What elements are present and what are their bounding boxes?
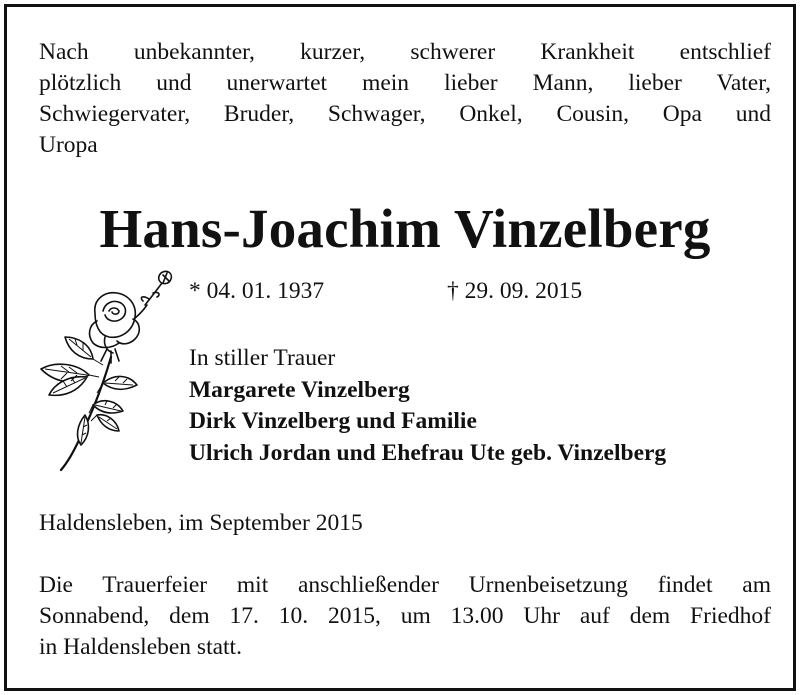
intro-line: Uropa	[39, 132, 98, 158]
mourner-name: Ulrich Jordan und Ehefrau Ute geb. Vinzelberg	[189, 439, 667, 466]
deceased-name: Hans-Joachim Vinzelberg	[99, 198, 711, 259]
death-date: † 29. 09. 2015	[447, 278, 583, 304]
mourners-block	[189, 343, 779, 469]
intro-line: Schwiegervater, Bruder, Schwager, Onkel, Cousin, Opa und	[39, 101, 771, 127]
rose-icon	[33, 265, 183, 473]
service-line: Die Trauerfeier mit anschließender Urnenbeisetzung findet am	[39, 572, 771, 598]
intro-line: plötzlich und unerwartet mein lieber Mann, lieber Vater,	[39, 70, 771, 96]
obituary-notice	[4, 4, 796, 691]
intro-line: Nach unbekannter, kurzer, schwerer Krankheit entschlief	[39, 39, 771, 65]
mourning-intro: In stiller Trauer	[189, 345, 336, 371]
birth-date: * 04. 01. 1937	[189, 278, 325, 304]
place-date: Haldensleben, im September 2015	[39, 510, 363, 536]
intro-text	[39, 37, 771, 161]
mourner-name: Dirk Vinzelberg und Familie	[189, 408, 477, 434]
service-line: in Haldensleben statt.	[39, 634, 242, 660]
service-text	[39, 570, 771, 663]
mourner-name: Margarete Vinzelberg	[189, 376, 410, 403]
service-line: Sonnabend, dem 17. 10. 2015, um 13.00 Uhr auf dem Friedhof	[39, 603, 771, 629]
